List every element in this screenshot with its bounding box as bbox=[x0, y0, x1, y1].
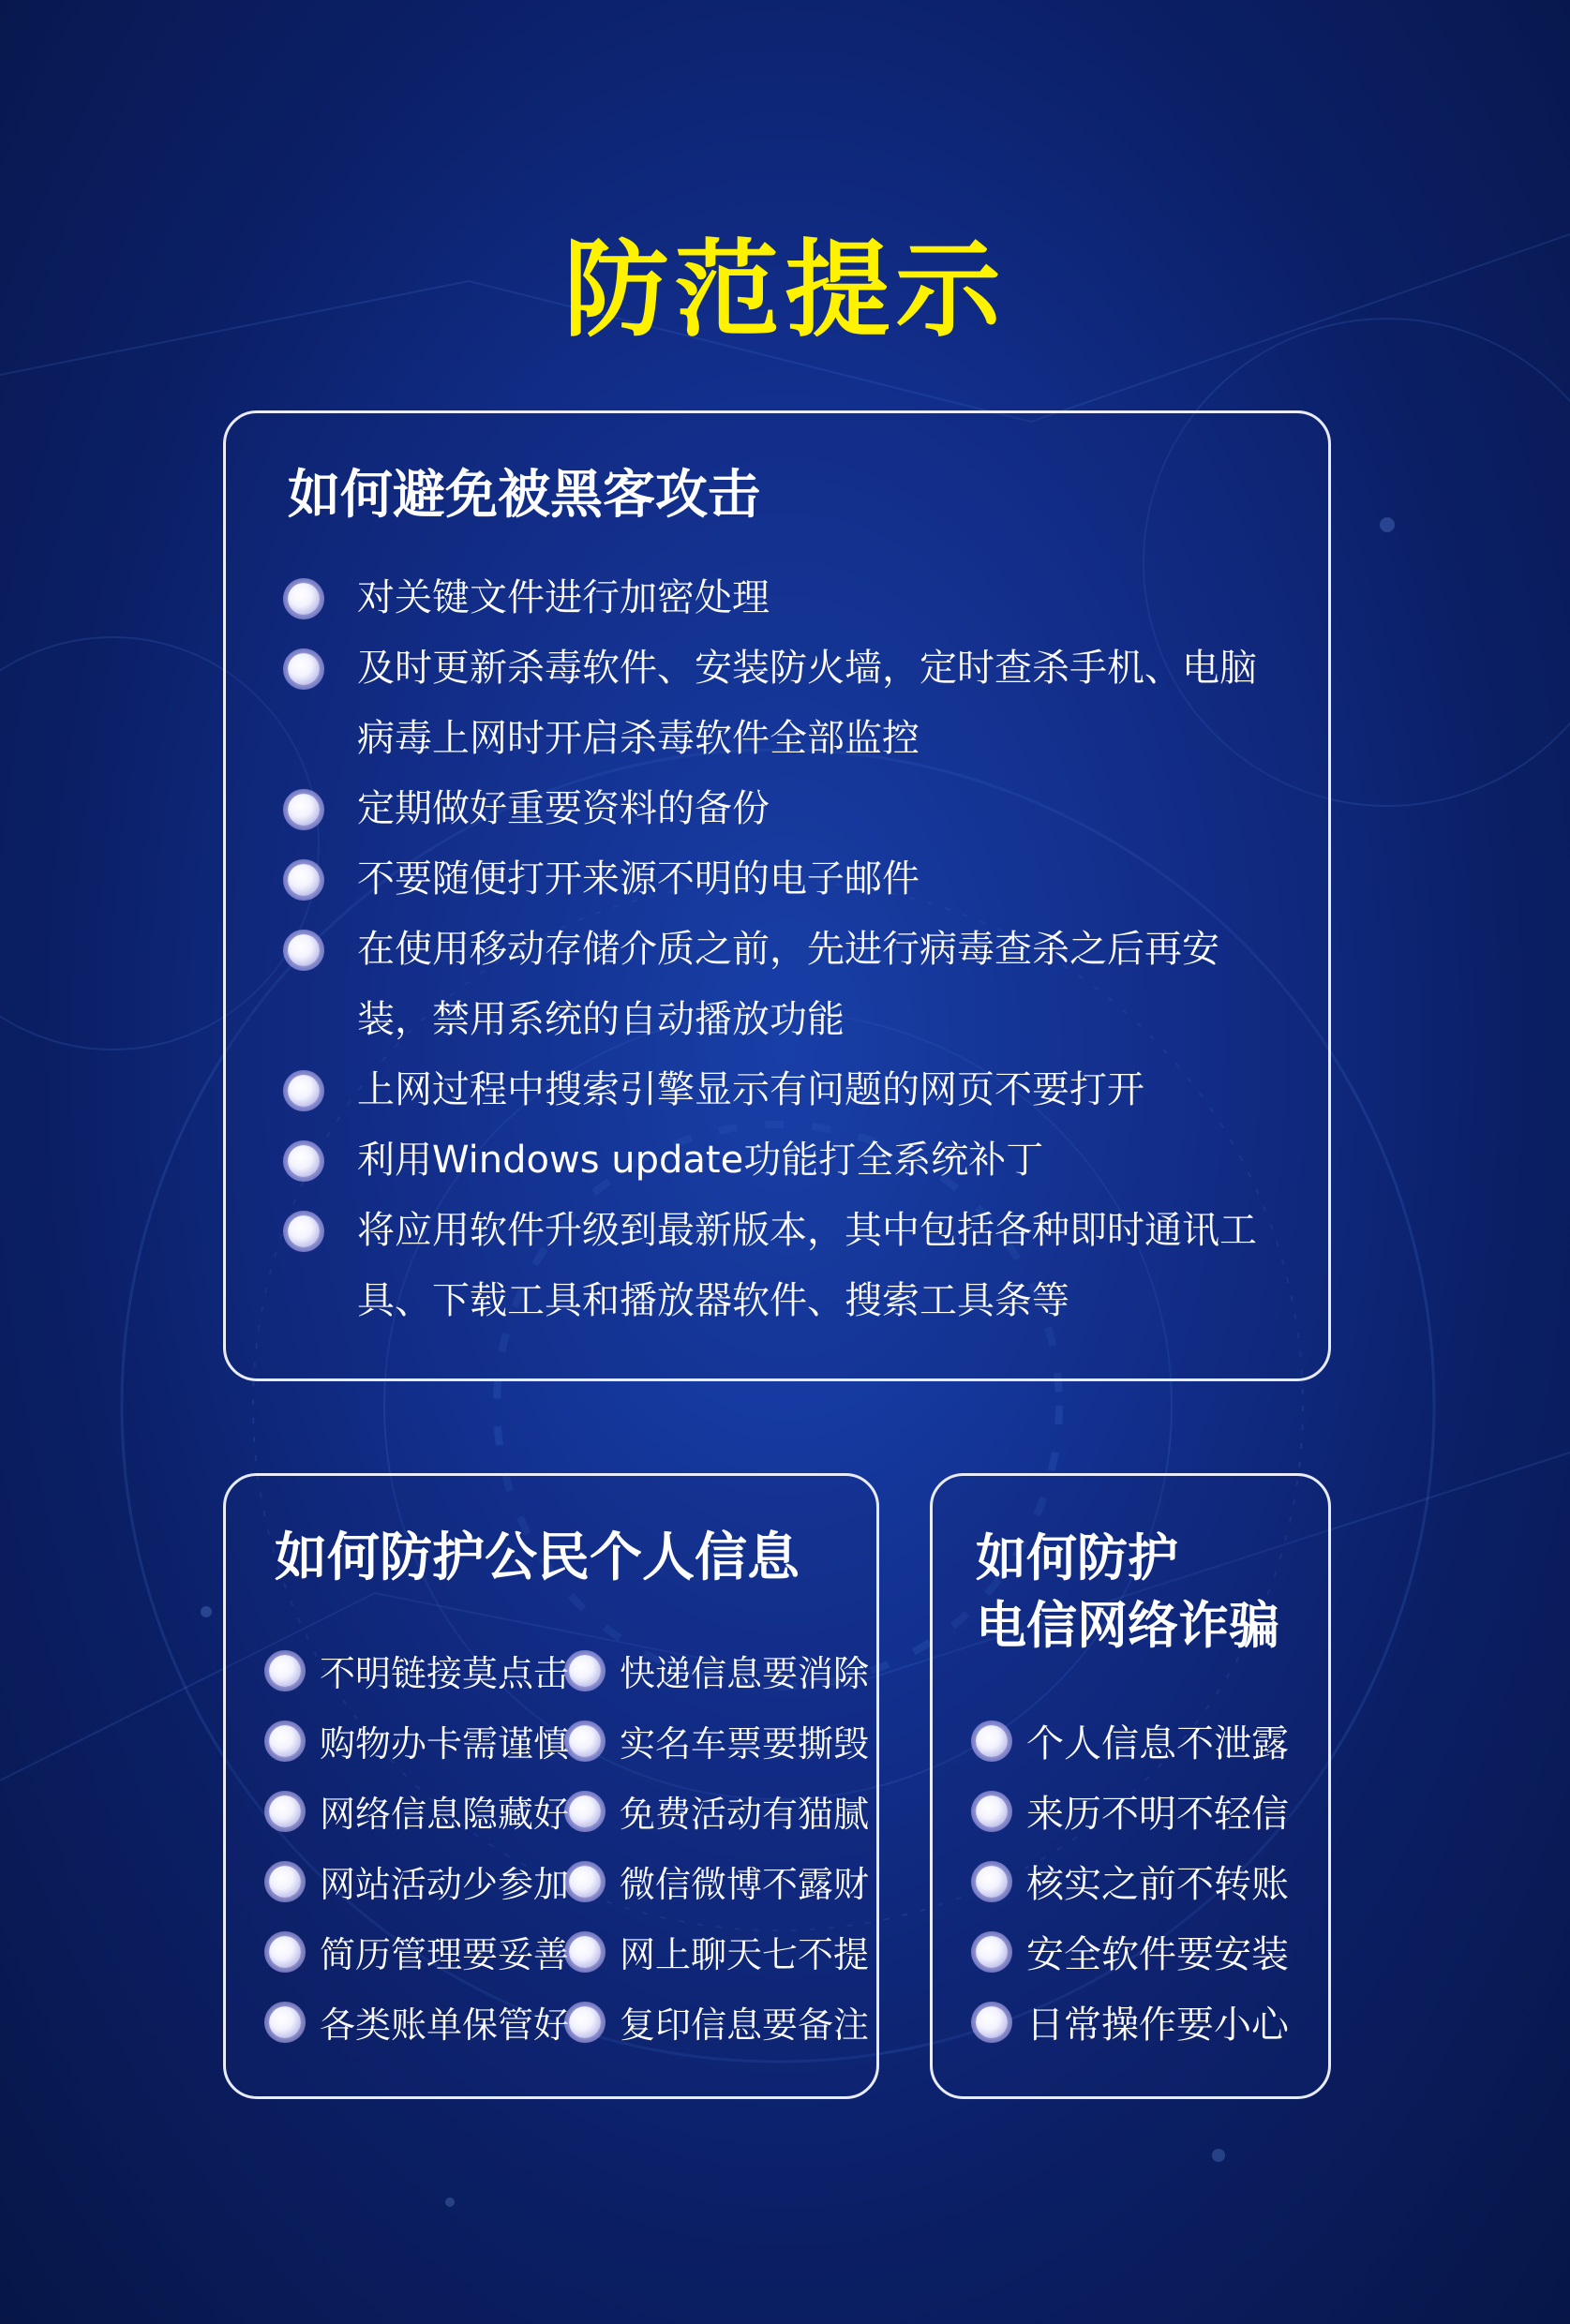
bullet-dot-icon bbox=[269, 1795, 301, 1827]
list-item bbox=[569, 1846, 870, 1916]
list-item-text: 日常操作要小心 bbox=[1026, 2004, 1289, 2047]
bullet-dot-icon bbox=[288, 583, 320, 615]
bullet-dot-icon bbox=[569, 2006, 601, 2038]
list-item-text: 网上聊天七不提 bbox=[620, 1934, 870, 1975]
bullet-dot-icon bbox=[269, 1866, 301, 1898]
list-item-text: 及时更新杀毒软件、安装防火墙，定时查杀手机、电脑病毒上网时开启杀毒软件全部监控 bbox=[357, 647, 1257, 760]
list-item bbox=[569, 1916, 870, 1987]
fraud-tips-list bbox=[976, 1706, 1289, 2057]
list-item bbox=[976, 1706, 1289, 1776]
bullet-dot-icon bbox=[288, 1215, 320, 1247]
bullet-dot-icon bbox=[269, 2006, 301, 2038]
list-item-text: 购物办卡需谨慎 bbox=[320, 1723, 570, 1765]
list-item bbox=[288, 1196, 1300, 1336]
list-item-text: 核实之前不转账 bbox=[1026, 1863, 1289, 1906]
list-item bbox=[269, 1846, 569, 1916]
page-title: 防范提示 bbox=[563, 230, 1007, 351]
bullet-dot-icon bbox=[288, 1075, 320, 1107]
list-item bbox=[288, 563, 1300, 633]
list-item bbox=[269, 1916, 569, 1987]
list-item-text: 不明链接莫点击 bbox=[320, 1653, 570, 1694]
telecom-fraud-card bbox=[930, 1473, 1331, 2099]
bullet-dot-icon bbox=[569, 1936, 601, 1968]
list-item bbox=[976, 1776, 1289, 1846]
list-item bbox=[288, 915, 1300, 1055]
bullet-dot-icon bbox=[269, 1655, 301, 1687]
list-item-text: 网站活动少参加 bbox=[320, 1864, 570, 1905]
bullet-dot-icon bbox=[569, 1866, 601, 1898]
bullet-dot-icon bbox=[976, 1725, 1008, 1757]
list-item-text: 免费活动有猫腻 bbox=[620, 1794, 870, 1835]
list-item-text: 个人信息不泄露 bbox=[1026, 1722, 1289, 1765]
bullet-dot-icon bbox=[288, 1145, 320, 1177]
list-item bbox=[288, 633, 1300, 774]
list-item-text: 定期做好重要资料的备份 bbox=[357, 787, 770, 830]
list-item bbox=[288, 774, 1300, 844]
list-item-text: 来历不明不轻信 bbox=[1026, 1793, 1289, 1836]
list-item-text: 快递信息要消除 bbox=[620, 1653, 870, 1694]
personal-card-heading: 如何防护公民个人信息 bbox=[275, 1527, 800, 1588]
list-item-text: 上网过程中搜索引擎显示有问题的网页不要打开 bbox=[357, 1068, 1144, 1111]
fraud-heading-line-2: 电信网络诈骗 bbox=[976, 1596, 1279, 1655]
list-item bbox=[269, 1987, 569, 2057]
list-item-text: 不要随便打开来源不明的电子邮件 bbox=[357, 857, 920, 901]
list-item bbox=[569, 1776, 870, 1846]
hacker-tips-card bbox=[223, 410, 1331, 1381]
personal-info-card bbox=[223, 1473, 879, 2099]
list-item-text: 复印信息要备注 bbox=[620, 2004, 870, 2046]
personal-tips-grid bbox=[269, 1635, 870, 2057]
bullet-dot-icon bbox=[288, 864, 320, 896]
list-item bbox=[569, 1635, 870, 1706]
list-item bbox=[569, 1706, 870, 1776]
list-item-text: 实名车票要撕毁 bbox=[620, 1723, 870, 1765]
bullet-dot-icon bbox=[288, 653, 320, 685]
list-item bbox=[288, 1125, 1300, 1196]
bullet-dot-icon bbox=[569, 1655, 601, 1687]
list-item-text: 网络信息隐藏好 bbox=[320, 1794, 570, 1835]
bullet-dot-icon bbox=[288, 794, 320, 826]
bullet-dot-icon bbox=[269, 1725, 301, 1757]
list-item bbox=[288, 1055, 1300, 1125]
list-item-text: 安全软件要安装 bbox=[1026, 1933, 1289, 1976]
list-item-text: 在使用移动存储介质之前，先进行病毒查杀之后再安装，禁用系统的自动播放功能 bbox=[357, 928, 1219, 1041]
list-item bbox=[288, 844, 1300, 915]
list-item bbox=[976, 1846, 1289, 1916]
list-item-text: 将应用软件升级到最新版本，其中包括各种即时通讯工具、下载工具和播放器软件、搜索工具条等 bbox=[357, 1209, 1257, 1322]
list-item bbox=[569, 1987, 870, 2057]
list-item-text: 微信微博不露财 bbox=[620, 1864, 870, 1905]
list-item bbox=[269, 1706, 569, 1776]
bullet-dot-icon bbox=[269, 1936, 301, 1968]
hacker-tips-list bbox=[288, 563, 1300, 1336]
bullet-dot-icon bbox=[976, 1795, 1008, 1827]
list-item bbox=[269, 1776, 569, 1846]
fraud-heading-line-1: 如何防护 bbox=[976, 1528, 1178, 1587]
hacker-card-heading: 如何避免被黑客攻击 bbox=[288, 465, 760, 526]
fraud-card-heading bbox=[976, 1525, 1279, 1660]
list-item bbox=[269, 1635, 569, 1706]
bullet-dot-icon bbox=[976, 2006, 1008, 2038]
list-item-text: 各类账单保管好 bbox=[320, 2004, 570, 2046]
bullet-dot-icon bbox=[569, 1795, 601, 1827]
bullet-dot-icon bbox=[569, 1725, 601, 1757]
list-item bbox=[976, 1916, 1289, 1987]
list-item-text: 简历管理要妥善 bbox=[320, 1934, 570, 1975]
bullet-dot-icon bbox=[976, 1866, 1008, 1898]
list-item bbox=[976, 1987, 1289, 2057]
bullet-dot-icon bbox=[288, 934, 320, 966]
list-item-text: 利用Windows update功能打全系统补丁 bbox=[357, 1139, 1044, 1182]
bullet-dot-icon bbox=[976, 1936, 1008, 1968]
list-item-text: 对关键文件进行加密处理 bbox=[357, 576, 770, 619]
